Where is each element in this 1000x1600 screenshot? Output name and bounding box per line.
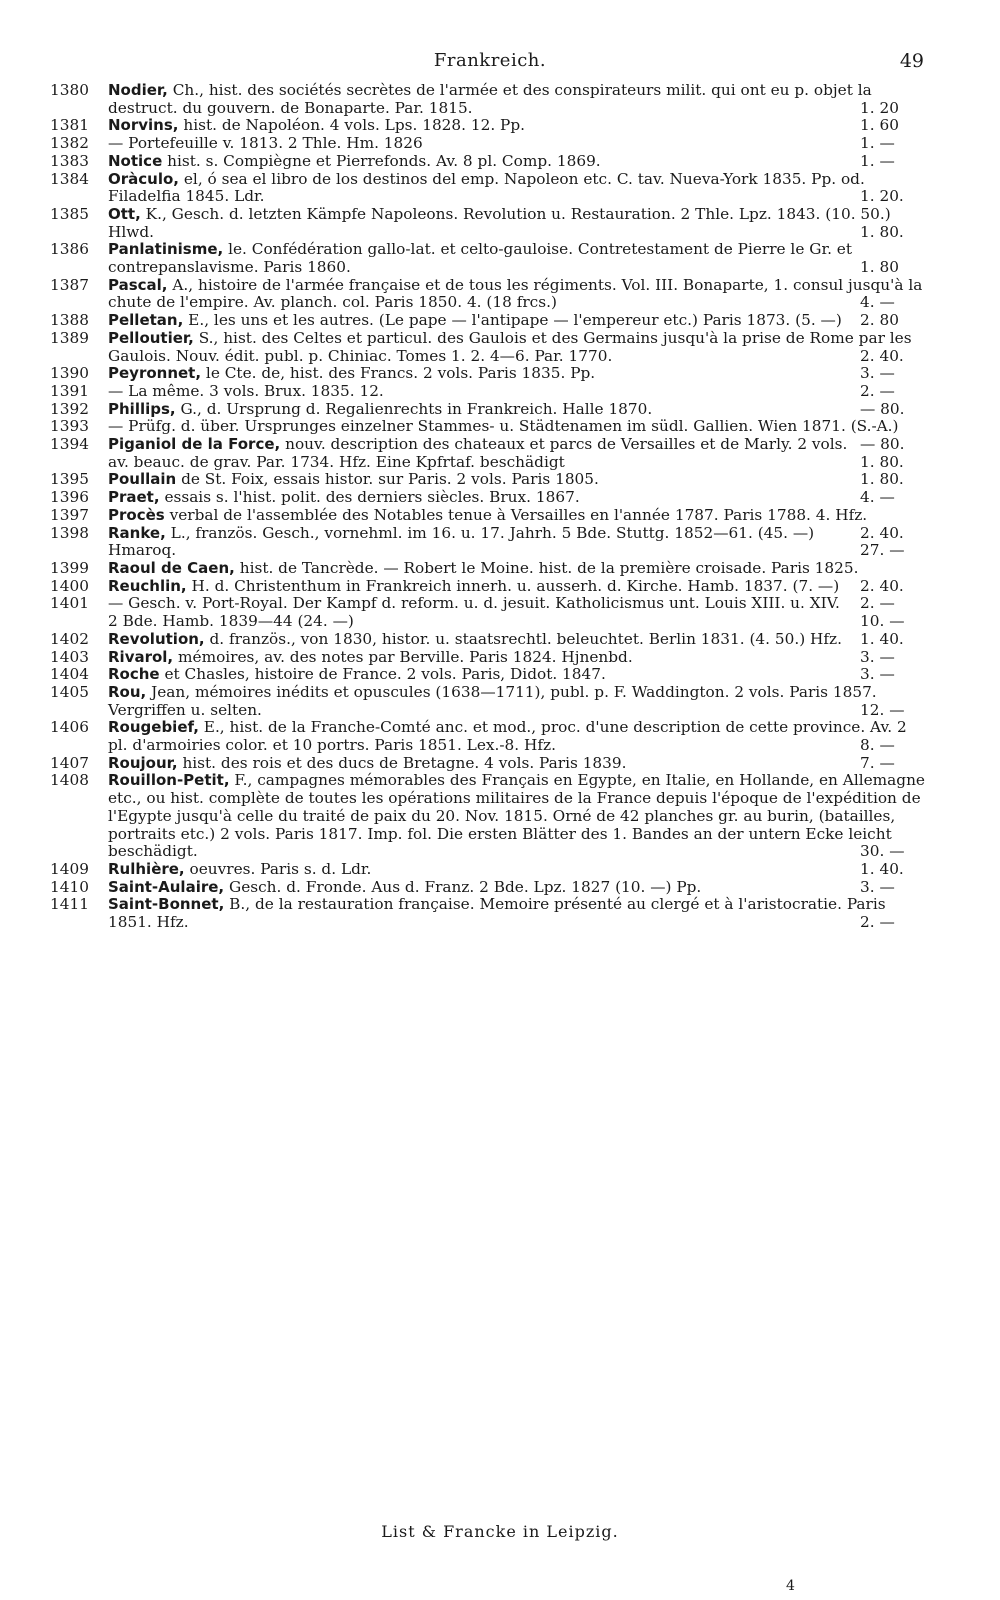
catalogue-page — [50, 48, 930, 932]
entry-price: — 80. — [860, 399, 905, 418]
entry-author: Norvins, — [108, 116, 179, 135]
entry-author: Saint-Aulaire, — [108, 877, 225, 896]
entry-price: 2. 40. — [860, 346, 904, 365]
entry-author: Oràculo, — [108, 169, 179, 188]
entry-author: Pelletan, — [108, 311, 184, 330]
entry-author: Pascal, — [108, 275, 168, 294]
entry-price: 1. 40. — [860, 859, 904, 878]
entry-description: — Prüfg. d. über. Ursprunges einzelner Stammes- u. Städtenamen im südl. Gallien. Wien 1871. (S.-A.) — [108, 417, 899, 436]
entry-description: F., campagnes mémorables des Français en Egypte, en Italie, en Hollande, en Allemagne etc., ou hist. complète de toutes les opérations militaires de la France depuis l'époque de l'expédition de l'Egypte jusqu'à celle du traité de paix du 20. Nov. 1815. Orné de 42 planches gr. au burin, (batailles, portraits etc.) 2 vols. Paris 1817. Imp. fol. Die ersten Blätter des 1. Bandes an der untern Ecke leicht beschädigt. — [108, 771, 925, 861]
catalogue-entry — [50, 241, 930, 276]
entry-price: 1. — — [860, 151, 895, 170]
entry-price: 2. 40. — [860, 576, 904, 595]
entry-number: 1403 — [50, 647, 89, 666]
entry-number: 1387 — [50, 275, 89, 294]
entry-price: 7. — — [860, 753, 895, 772]
catalogue-entry — [50, 631, 930, 649]
entry-number: 1382 — [50, 134, 89, 153]
entry-number: 1390 — [50, 364, 89, 383]
entry-number: 1388 — [50, 311, 89, 330]
entry-description: nouv. description des chateaux et parcs de Versailles et de Marly. 2 vols. av. beauc. de grav. Par. 1734. Hfz. Eine Kpfrtaf. beschädigt — [108, 435, 848, 471]
catalogue-entry — [50, 772, 930, 861]
entry-number: 1392 — [50, 399, 89, 418]
entry-description: H. d. Christenthum in Frankreich innerh. u. ausserh. d. Kirche. Hamb. 1837. (7. —) — [191, 576, 840, 595]
entry-number: 1401 — [50, 594, 89, 613]
entry-price: 2. 80 — [860, 311, 899, 330]
entry-price: 3. — — [860, 665, 895, 684]
catalogue-entry — [50, 401, 930, 419]
catalogue-entry — [50, 471, 930, 489]
catalogue-entry — [50, 666, 930, 684]
entry-author: Rougebief, — [108, 718, 199, 737]
publisher-footer: List & Francke in Leipzig. — [381, 1522, 619, 1541]
catalogue-entry — [50, 595, 930, 630]
entry-price: 4. — — [860, 488, 895, 507]
entry-description: mémoires, av. des notes par Berville. Paris 1824. Hjnenbd. — [178, 647, 633, 666]
entry-author: Procès — [108, 505, 165, 524]
entry-description: le. Confédération gallo-lat. et celto-gauloise. Contretestament de Pierre le Gr. et contrepanslavisme. Paris 1860. — [108, 240, 853, 277]
entry-description: hist. s. Compiègne et Pierrefonds. Av. 8 pl. Comp. 1869. — [167, 151, 601, 170]
entry-description: E., hist. de la Franche-Comté anc. et mod., proc. d'une description de cette province. Av. 2 pl. d'armoiries color. et 10 portrs. Paris 1851. Lex.-8. Hfz. — [108, 718, 907, 755]
entry-author: Praet, — [108, 488, 160, 507]
entry-author: Raoul de Caen, — [108, 558, 235, 577]
entry-description: K., Gesch. d. letzten Kämpfe Napoleons. Revolution u. Restauration. 2 Thle. Lpz. 1843. (10. 50.) Hlwd. — [108, 204, 891, 241]
entry-author: Roujour, — [108, 753, 178, 772]
entry-number: 1405 — [50, 682, 89, 701]
entry-price: 3. — — [860, 877, 895, 896]
entry-price: — 80. — [860, 435, 905, 454]
entry-description: B., de la restauration française. Memoire présenté au clergé et à l'aristocratie. Paris 1851. Hfz. — [108, 895, 886, 932]
entry-author: Revolution, — [108, 629, 205, 648]
entry-number: 1404 — [50, 665, 89, 684]
entry-price: 1. 80 — [860, 258, 899, 277]
catalogue-entry — [50, 206, 930, 241]
catalogue-entry — [50, 684, 930, 719]
entry-price: 2. — — [860, 913, 895, 932]
entry-description: oeuvres. Paris s. d. Ldr. — [189, 859, 372, 878]
entry-author: Rou, — [108, 682, 147, 701]
catalogue-entry — [50, 719, 930, 754]
entry-description: E., les uns et les autres. (Le pape — l'antipape — l'empereur etc.) Paris 1873. (5. —) — [188, 311, 842, 330]
entry-description: el, ó sea el libro de los destinos del emp. Napoleon etc. C. tav. Nueva-York 1835. Pp. od. Filadelfia 1845. Ldr. — [108, 169, 865, 206]
entry-number: 1398 — [50, 523, 89, 542]
entry-author: Ott, — [108, 204, 141, 223]
entry-price: 2. 40. — [860, 523, 904, 542]
entry-description: d. französ., von 1830, histor. u. staatsrechtl. beleuchtet. Berlin 1831. (4. 50.) Hfz. — [209, 629, 842, 648]
signature-mark: 4 — [786, 1578, 795, 1594]
entry-number: 1399 — [50, 558, 89, 577]
entry-author: Reuchlin, — [108, 576, 187, 595]
entry-number: 1409 — [50, 859, 89, 878]
catalogue-entry — [50, 649, 930, 667]
page-title: Frankreich. — [433, 50, 547, 71]
entry-description: verbal de l'assemblée des Notables tenue à Versailles en l'année 1787. Paris 1788. 4. Hfz. — [169, 505, 868, 524]
entry-number: 1384 — [50, 169, 89, 188]
entry-author: Saint-Bonnet, — [108, 895, 225, 914]
catalogue-entry — [50, 861, 930, 879]
entry-price: 1. 20. — [860, 187, 904, 206]
entry-description: — Portefeuille v. 1813. 2 Thle. Hm. 1826 — [108, 134, 423, 153]
entry-price: 3. — — [860, 647, 895, 666]
entry-number: 1406 — [50, 718, 89, 737]
entry-price: 10. — — [860, 612, 905, 631]
catalogue-entry — [50, 330, 930, 365]
catalogue-entry — [50, 755, 930, 773]
entry-price: 1. 40. — [860, 629, 904, 648]
entry-price: 3. — — [860, 364, 895, 383]
entry-number: 1407 — [50, 753, 89, 772]
entry-description: Gesch. d. Fronde. Aus d. Franz. 2 Bde. Lpz. 1827 (10. —) Pp. — [228, 877, 702, 896]
entry-author: Peyronnet, — [108, 364, 202, 383]
entry-price: 27. — — [860, 541, 905, 560]
catalogue-entry — [50, 879, 930, 897]
entry-author: Panlatinisme, — [108, 240, 224, 259]
entry-description: hist. de Napoléon. 4 vols. Lps. 1828. 12. Pp. — [183, 116, 525, 135]
entry-number: 1394 — [50, 435, 89, 454]
entry-number: 1400 — [50, 576, 89, 595]
entry-description: — Gesch. v. Port-Royal. Der Kampf d. reform. u. d. jesuit. Katholicismus unt. Louis XIII. u. XIV. 2 Bde. Hamb. 1839—44 (24. —) — [108, 594, 840, 631]
catalogue-entry — [50, 171, 930, 206]
entry-description: hist. des rois et des ducs de Bretagne. 4 vols. Paris 1839. — [182, 753, 627, 772]
entry-author: Notice — [108, 151, 163, 170]
catalogue-entry — [50, 896, 930, 931]
entry-description: le Cte. de, hist. des Francs. 2 vols. Paris 1835. Pp. — [205, 364, 596, 383]
entry-author: Nodier, — [108, 81, 168, 99]
entry-description: G., d. Ursprung d. Regalienrechts in Frankreich. Halle 1870. — [180, 399, 653, 418]
entry-description: L., französ. Gesch., vornehml. im 16. u. 17. Jahrh. 5 Bde. Stuttg. 1852—61. (45. —) Hmaroq. — [108, 523, 815, 560]
entry-description: essais s. l'hist. polit. des derniers siècles. Brux. 1867. — [164, 488, 580, 507]
catalogue-entry — [50, 153, 930, 171]
entry-author: Poullain — [108, 470, 177, 489]
catalogue-entry — [50, 383, 930, 401]
entry-price: 1. 60 — [860, 116, 899, 135]
entry-price: 4. — — [860, 293, 895, 312]
entry-number: 1393 — [50, 417, 89, 436]
entry-price: 1. 80. — [860, 222, 904, 241]
entry-number: 1389 — [50, 328, 89, 347]
entry-author: Roche — [108, 665, 160, 684]
entry-author: Pelloutier, — [108, 328, 194, 347]
entry-number: 1395 — [50, 470, 89, 489]
entry-description: — La même. 3 vols. Brux. 1835. 12. — [108, 381, 384, 400]
entry-author: Rivarol, — [108, 647, 174, 666]
entry-number: 1385 — [50, 204, 89, 223]
entry-number: 1386 — [50, 240, 89, 259]
entry-price: 2. — — [860, 381, 895, 400]
entry-description: Ch., hist. des sociétés secrètes de l'armée et des conspirateurs milit. qui ont eu p. objet la destruct. du gouvern. de Bonaparte. Par. 1815. — [108, 81, 872, 117]
entry-author: Phillips, — [108, 399, 176, 418]
entry-number: 1381 — [50, 116, 89, 135]
entry-price: 1. — — [860, 134, 895, 153]
catalogue-entry — [50, 525, 930, 560]
entry-number: 1396 — [50, 488, 89, 507]
catalogue-entry — [50, 489, 930, 507]
entry-number: 1397 — [50, 505, 89, 524]
entry-price: 12. — — [860, 700, 905, 719]
catalogue-entry — [50, 365, 930, 383]
page-number: 49 — [899, 50, 924, 72]
entry-description: et Chasles, histoire de France. 2 vols. Paris, Didot. 1847. — [164, 665, 606, 684]
entry-price: 8. — — [860, 736, 895, 755]
entry-number: 1408 — [50, 771, 89, 790]
entry-author: Rulhière, — [108, 859, 185, 878]
entry-description: de St. Foix, essais histor. sur Paris. 2 vols. Paris 1805. — [181, 470, 599, 489]
catalogue-entry — [50, 312, 930, 330]
entry-number: 1402 — [50, 629, 89, 648]
entry-price: 1. 80. — [860, 470, 904, 489]
catalogue-entry — [50, 117, 930, 135]
catalogue-entry — [50, 436, 930, 471]
entry-author: Rouillon-Petit, — [108, 771, 230, 790]
entry-description: Jean, mémoires inédits et opuscules (1638—1711), publ. p. F. Waddington. 2 vols. Paris 1857. Vergriffen u. selten. — [108, 682, 877, 719]
catalogue-entry — [50, 135, 930, 153]
entry-number: 1411 — [50, 895, 89, 914]
entry-list — [50, 82, 930, 932]
catalogue-entry — [50, 82, 930, 117]
entry-number: 1380 — [50, 81, 89, 99]
entry-price: 30. — — [860, 842, 905, 861]
entry-description: hist. de Tancrède. — Robert le Moine. hist. de la première croisade. Paris 1825. — [239, 558, 859, 577]
entry-author: Ranke, — [108, 523, 166, 542]
entry-description: A., histoire de l'armée française et de tous les régiments. Vol. III. Bonaparte, 1. consul jusqu'à la chute de l'empire. Av. planch. col. Paris 1850. 4. (18 frcs.) — [108, 275, 923, 312]
entry-price: 1. 80. — [860, 452, 904, 471]
entry-description: S., hist. des Celtes et particul. des Gaulois et des Germains jusqu'à la prise de Rome par les Gaulois. Nouv. édit. publ. p. Chiniac. Tomes 1. 2. 4—6. Par. 1770. — [108, 328, 912, 365]
entry-number: 1410 — [50, 877, 89, 896]
catalogue-entry — [50, 277, 930, 312]
page-header — [50, 48, 930, 82]
entry-author: Piganiol de la Force, — [108, 435, 281, 454]
entry-number: 1391 — [50, 381, 89, 400]
entry-number: 1383 — [50, 151, 89, 170]
entry-price: 2. — — [860, 594, 895, 613]
entry-price: 1. 20 — [860, 98, 899, 117]
